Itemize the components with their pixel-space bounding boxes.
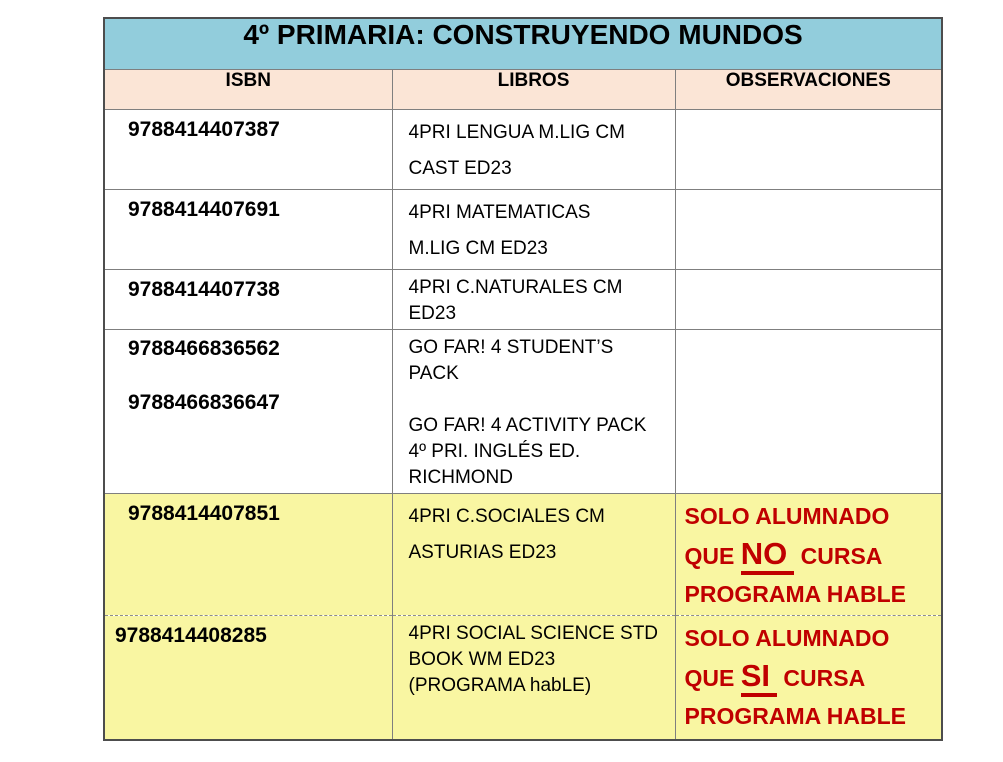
observation-line: PROGRAMA HABLE bbox=[684, 702, 906, 729]
libros-cell bbox=[392, 109, 675, 189]
observation-note bbox=[685, 497, 938, 613]
book-list-table bbox=[103, 17, 943, 741]
observaciones-cell bbox=[675, 189, 942, 269]
libros-cell bbox=[392, 615, 675, 740]
observation-line bbox=[685, 657, 938, 697]
column-header-isbn: ISBN bbox=[104, 69, 392, 109]
observation-line bbox=[685, 535, 938, 575]
isbn-value: 9788414407691 bbox=[128, 197, 280, 221]
observation-emphasis-si: SI bbox=[741, 658, 777, 697]
libros-line: M.LIG CM ED23 bbox=[408, 237, 548, 259]
table-title: 4º PRIMARIA: CONSTRUYENDO MUNDOS bbox=[104, 18, 942, 69]
observaciones-cell bbox=[675, 269, 942, 329]
isbn-cell bbox=[104, 615, 392, 740]
table-row bbox=[104, 269, 942, 329]
observation-emphasis-no: NO bbox=[741, 536, 795, 575]
isbn-value: 9788414408285 bbox=[115, 623, 267, 647]
libros-line: 4PRI MATEMATICAS bbox=[408, 201, 591, 223]
table-row bbox=[104, 189, 942, 269]
observaciones-cell bbox=[675, 615, 942, 740]
isbn-value: 9788466836647 bbox=[128, 390, 280, 414]
isbn-cell bbox=[104, 109, 392, 189]
title-row bbox=[104, 18, 942, 69]
observation-text: QUE bbox=[684, 664, 741, 691]
libros-line: RICHMOND bbox=[408, 466, 513, 488]
observaciones-cell bbox=[675, 109, 942, 189]
observation-text: QUE bbox=[684, 542, 741, 569]
libros-line: ED23 bbox=[408, 302, 457, 324]
observation-line: PROGRAMA HABLE bbox=[684, 580, 906, 607]
observaciones-cell bbox=[675, 329, 942, 493]
libros-line: PACK bbox=[408, 362, 459, 384]
table-row-highlighted bbox=[104, 493, 942, 615]
libros-cell bbox=[392, 329, 675, 493]
column-header-row bbox=[104, 69, 942, 109]
isbn-value: 9788414407738 bbox=[128, 277, 280, 301]
table-row bbox=[104, 109, 942, 189]
libros-line: 4PRI C.SOCIALES CM bbox=[408, 505, 605, 527]
observation-line: SOLO ALUMNADO bbox=[684, 624, 890, 651]
libros-line: ASTURIAS ED23 bbox=[408, 541, 557, 563]
isbn-cell bbox=[104, 269, 392, 329]
isbn-value: 9788414407851 bbox=[128, 501, 280, 525]
observation-line: SOLO ALUMNADO bbox=[684, 502, 890, 529]
libros-cell bbox=[392, 269, 675, 329]
libros-cell bbox=[392, 493, 675, 615]
libros-line: 4º PRI. INGLÉS ED. bbox=[408, 440, 581, 462]
isbn-value: 9788466836562 bbox=[128, 336, 280, 360]
isbn-cell bbox=[104, 189, 392, 269]
isbn-spacer-line bbox=[128, 362, 388, 389]
observation-text: CURSA bbox=[794, 542, 883, 569]
observation-note bbox=[685, 619, 938, 735]
isbn-value: 9788414407387 bbox=[128, 117, 280, 141]
observation-text: CURSA bbox=[777, 664, 866, 691]
libros-line: CAST ED23 bbox=[408, 157, 512, 179]
libros-cell bbox=[392, 189, 675, 269]
column-header-observaciones: OBSERVACIONES bbox=[675, 69, 942, 109]
column-header-libros: LIBROS bbox=[392, 69, 675, 109]
libros-spacer-line bbox=[409, 387, 669, 413]
libros-line: BOOK WM ED23 bbox=[408, 648, 556, 670]
libros-line: GO FAR! 4 ACTIVITY PACK bbox=[408, 414, 647, 436]
libros-line: GO FAR! 4 STUDENT’S bbox=[408, 336, 614, 358]
table-row-highlighted bbox=[104, 615, 942, 740]
libros-line: 4PRI LENGUA M.LIG CM bbox=[408, 121, 625, 143]
table-row bbox=[104, 329, 942, 493]
libros-line: 4PRI SOCIAL SCIENCE STD bbox=[408, 622, 659, 644]
libros-line: 4PRI C.NATURALES CM bbox=[408, 276, 623, 298]
isbn-cell bbox=[104, 493, 392, 615]
libros-line: (PROGRAMA habLE) bbox=[408, 674, 592, 696]
observaciones-cell bbox=[675, 493, 942, 615]
isbn-cell bbox=[104, 329, 392, 493]
